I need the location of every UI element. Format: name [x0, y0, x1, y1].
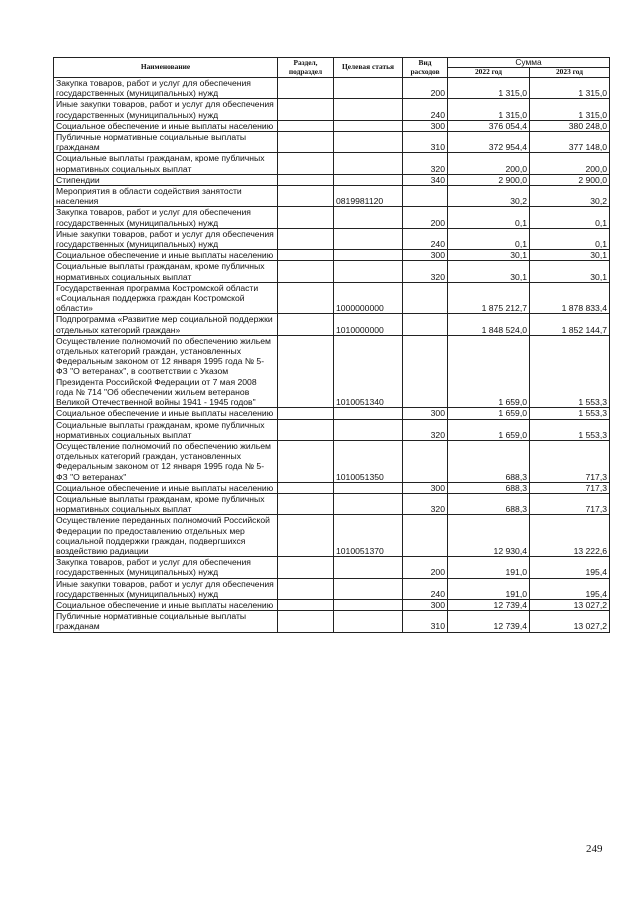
row-expense-type: 320: [403, 493, 448, 514]
table-row: [54, 599, 610, 610]
row-sum-2022: 372 954,4: [448, 132, 530, 153]
row-sum-2023: 2 900,0: [530, 174, 610, 185]
row-expense-type: 310: [403, 132, 448, 153]
row-section: [278, 261, 334, 282]
row-section: [278, 440, 334, 482]
row-name: Социальные выплаты гражданам, кроме публичных нормативных социальных выплат: [54, 419, 278, 440]
table-row: [54, 557, 610, 578]
row-target-article: [334, 557, 403, 578]
row-sum-2023: 380 248,0: [530, 120, 610, 131]
row-target-article: 0819981120: [334, 186, 403, 207]
row-sum-2022: 1 875 212,7: [448, 282, 530, 314]
table-row: [54, 186, 610, 207]
row-sum-2022: 1 659,0: [448, 419, 530, 440]
row-target-article: 1010051340: [334, 335, 403, 407]
row-sum-2022: 2 900,0: [448, 174, 530, 185]
row-name: Подпрограмма «Развитие мер социальной поддержки отдельных категорий граждан»: [54, 314, 278, 335]
row-expense-type: 240: [403, 578, 448, 599]
row-section: [278, 282, 334, 314]
row-target-article: [334, 419, 403, 440]
row-expense-type: 300: [403, 408, 448, 419]
row-target-article: [334, 599, 403, 610]
table-row: [54, 207, 610, 228]
row-name: Иные закупки товаров, работ и услуг для обеспечения государственных (муниципальных) нужд: [54, 578, 278, 599]
row-sum-2022: 1 659,0: [448, 408, 530, 419]
row-section: [278, 493, 334, 514]
row-name: Стипендии: [54, 174, 278, 185]
table-row: [54, 611, 610, 632]
row-name: Социальные выплаты гражданам, кроме публичных нормативных социальных выплат: [54, 261, 278, 282]
row-sum-2023: 1 315,0: [530, 78, 610, 99]
row-target-article: [334, 120, 403, 131]
row-expense-type: 340: [403, 174, 448, 185]
row-name: Социальное обеспечение и иные выплаты населению: [54, 599, 278, 610]
table-row: [54, 228, 610, 249]
row-sum-2022: 1 659,0: [448, 335, 530, 407]
row-sum-2023: 717,3: [530, 440, 610, 482]
row-name: Государственная программа Костромской области «Социальная поддержка граждан Костромской области»: [54, 282, 278, 314]
row-sum-2022: 688,3: [448, 440, 530, 482]
row-name: Публичные нормативные социальные выплаты гражданам: [54, 611, 278, 632]
table-row: [54, 440, 610, 482]
header-section: Раздел, подраздел: [278, 58, 334, 78]
row-name: Иные закупки товаров, работ и услуг для обеспечения государственных (муниципальных) нужд: [54, 99, 278, 120]
page-number: 249: [586, 843, 603, 855]
row-sum-2023: 30,1: [530, 261, 610, 282]
row-sum-2022: 688,3: [448, 482, 530, 493]
row-section: [278, 515, 334, 557]
row-sum-2023: 30,2: [530, 186, 610, 207]
row-section: [278, 174, 334, 185]
header-year-2023: 2023 год: [530, 68, 610, 78]
row-expense-type: [403, 282, 448, 314]
row-section: [278, 250, 334, 261]
row-section: [278, 611, 334, 632]
row-sum-2022: 1 315,0: [448, 78, 530, 99]
row-expense-type: 310: [403, 611, 448, 632]
row-name: Социальные выплаты гражданам, кроме публичных нормативных социальных выплат: [54, 153, 278, 174]
budget-table: [53, 57, 610, 633]
row-name: Осуществление полномочий по обеспечению жильем отдельных категорий граждан, установленных Федеральным законом от 12 января 1995 года № 5-ФЗ "О ветеранах", в соответствии с Указом Президента Российской Федерации от 7 мая 2008 года № 714 "Об обеспечении жильем ветеранов Великой Отечественной войны 1941 - 1945 годов": [54, 335, 278, 407]
row-name: Социальное обеспечение и иные выплаты населению: [54, 120, 278, 131]
row-sum-2023: 13 222,6: [530, 515, 610, 557]
row-name: Социальное обеспечение и иные выплаты населению: [54, 482, 278, 493]
row-target-article: [334, 78, 403, 99]
row-section: [278, 557, 334, 578]
row-sum-2022: 12 930,4: [448, 515, 530, 557]
row-name: Осуществление полномочий по обеспечению жильем отдельных категорий граждан, установленных Федеральным законом от 12 января 1995 года № 5-ФЗ "О ветеранах": [54, 440, 278, 482]
row-sum-2022: 12 739,4: [448, 599, 530, 610]
table-row: [54, 578, 610, 599]
row-name: Мероприятия в области содействия занятости населения: [54, 186, 278, 207]
row-name: Закупка товаров, работ и услуг для обеспечения государственных (муниципальных) нужд: [54, 78, 278, 99]
row-sum-2023: 1 878 833,4: [530, 282, 610, 314]
row-sum-2022: 200,0: [448, 153, 530, 174]
row-sum-2023: 717,3: [530, 493, 610, 514]
row-sum-2022: 191,0: [448, 578, 530, 599]
row-sum-2023: 1 852 144,7: [530, 314, 610, 335]
table-row: [54, 120, 610, 131]
row-expense-type: 320: [403, 419, 448, 440]
row-target-article: [334, 207, 403, 228]
row-sum-2022: 30,1: [448, 261, 530, 282]
table-row: [54, 261, 610, 282]
row-sum-2023: 1 553,3: [530, 408, 610, 419]
row-sum-2023: 195,4: [530, 557, 610, 578]
row-sum-2022: 12 739,4: [448, 611, 530, 632]
row-sum-2023: 13 027,2: [530, 611, 610, 632]
row-sum-2023: 1 315,0: [530, 99, 610, 120]
row-sum-2023: 1 553,3: [530, 419, 610, 440]
table-row: [54, 250, 610, 261]
row-name: Публичные нормативные социальные выплаты гражданам: [54, 132, 278, 153]
row-name: Осуществление переданных полномочий Российской Федерации по предоставлению отдельных мер социальной поддержки граждан, подвергшихся воздействию радиации: [54, 515, 278, 557]
table-row: [54, 78, 610, 99]
row-sum-2022: 1 315,0: [448, 99, 530, 120]
row-target-article: [334, 250, 403, 261]
row-name: Социальное обеспечение и иные выплаты населению: [54, 408, 278, 419]
row-expense-type: [403, 515, 448, 557]
row-section: [278, 186, 334, 207]
row-section: [278, 228, 334, 249]
row-expense-type: 200: [403, 207, 448, 228]
row-section: [278, 578, 334, 599]
row-sum-2022: 30,2: [448, 186, 530, 207]
row-expense-type: 300: [403, 120, 448, 131]
header-type: Вид расходов: [403, 58, 448, 78]
row-target-article: [334, 174, 403, 185]
row-sum-2023: 0,1: [530, 207, 610, 228]
header-sum: Сумма: [448, 58, 610, 68]
row-name: Социальное обеспечение и иные выплаты населению: [54, 250, 278, 261]
row-expense-type: 200: [403, 557, 448, 578]
row-sum-2022: 191,0: [448, 557, 530, 578]
row-section: [278, 482, 334, 493]
row-sum-2023: 377 148,0: [530, 132, 610, 153]
table-row: [54, 482, 610, 493]
row-expense-type: [403, 440, 448, 482]
row-expense-type: 320: [403, 261, 448, 282]
row-target-article: [334, 482, 403, 493]
row-sum-2023: 0,1: [530, 228, 610, 249]
row-sum-2022: 688,3: [448, 493, 530, 514]
row-target-article: [334, 261, 403, 282]
header-target: Целевая статья: [334, 58, 403, 78]
table-row: [54, 335, 610, 407]
row-section: [278, 419, 334, 440]
row-section: [278, 314, 334, 335]
table-row: [54, 515, 610, 557]
row-section: [278, 99, 334, 120]
row-sum-2023: 30,1: [530, 250, 610, 261]
row-sum-2022: 30,1: [448, 250, 530, 261]
row-expense-type: 240: [403, 228, 448, 249]
row-sum-2023: 200,0: [530, 153, 610, 174]
row-name: Иные закупки товаров, работ и услуг для обеспечения государственных (муниципальных) нужд: [54, 228, 278, 249]
row-target-article: [334, 493, 403, 514]
row-name: Социальные выплаты гражданам, кроме публичных нормативных социальных выплат: [54, 493, 278, 514]
table-row: [54, 99, 610, 120]
row-expense-type: [403, 335, 448, 407]
row-expense-type: [403, 314, 448, 335]
row-target-article: [334, 228, 403, 249]
row-expense-type: 300: [403, 250, 448, 261]
row-section: [278, 120, 334, 131]
row-section: [278, 78, 334, 99]
row-target-article: [334, 153, 403, 174]
row-section: [278, 408, 334, 419]
row-expense-type: 240: [403, 99, 448, 120]
row-sum-2023: 717,3: [530, 482, 610, 493]
row-sum-2023: 13 027,2: [530, 599, 610, 610]
row-section: [278, 132, 334, 153]
row-target-article: 1010051350: [334, 440, 403, 482]
row-sum-2022: 0,1: [448, 228, 530, 249]
table-row: [54, 174, 610, 185]
row-section: [278, 153, 334, 174]
row-target-article: [334, 611, 403, 632]
table-row: [54, 314, 610, 335]
row-expense-type: [403, 186, 448, 207]
row-target-article: 1000000000: [334, 282, 403, 314]
row-sum-2023: 1 553,3: [530, 335, 610, 407]
row-target-article: 1010000000: [334, 314, 403, 335]
row-sum-2022: 0,1: [448, 207, 530, 228]
row-expense-type: 300: [403, 599, 448, 610]
row-section: [278, 335, 334, 407]
row-target-article: [334, 578, 403, 599]
table-body: [54, 78, 610, 633]
table-row: [54, 493, 610, 514]
header-year-2022: 2022 год: [448, 68, 530, 78]
table-row: [54, 408, 610, 419]
header-name: Наименование: [54, 58, 278, 78]
row-name: Закупка товаров, работ и услуг для обеспечения государственных (муниципальных) нужд: [54, 207, 278, 228]
table-row: [54, 153, 610, 174]
row-target-article: [334, 132, 403, 153]
row-target-article: [334, 99, 403, 120]
row-target-article: [334, 408, 403, 419]
row-name: Закупка товаров, работ и услуг для обеспечения государственных (муниципальных) нужд: [54, 557, 278, 578]
row-expense-type: 200: [403, 78, 448, 99]
row-section: [278, 207, 334, 228]
row-expense-type: 320: [403, 153, 448, 174]
row-sum-2022: 1 848 524,0: [448, 314, 530, 335]
row-sum-2023: 195,4: [530, 578, 610, 599]
row-expense-type: 300: [403, 482, 448, 493]
table-row: [54, 419, 610, 440]
table-row: [54, 282, 610, 314]
table-row: [54, 132, 610, 153]
row-sum-2022: 376 054,4: [448, 120, 530, 131]
row-section: [278, 599, 334, 610]
row-target-article: 1010051370: [334, 515, 403, 557]
